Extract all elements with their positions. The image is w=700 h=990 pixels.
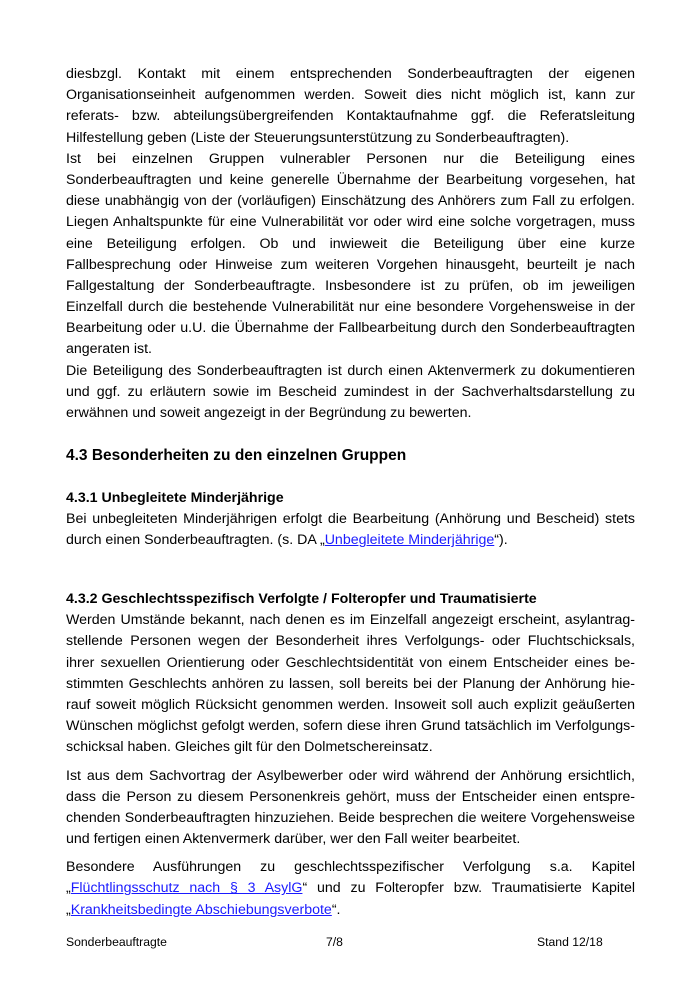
text-line — [66, 878, 635, 899]
text-line: Hilfestellung geben (Liste der Steuerungsunterstützung zu Sonderbeauftragten). — [66, 129, 570, 146]
text-line: eine Beteiligung erfolgen. Ob und inwieweit die Beteiligung über eine kurze — [66, 235, 635, 252]
text-span: durch einen Sonderbeauftragten. (s. DA „ — [66, 532, 325, 549]
text-span: „ — [66, 901, 71, 918]
section-heading-4-3-1: 4.3.1 Unbegleitete Minderjährige — [66, 490, 284, 506]
intro-paragraphs — [66, 64, 635, 424]
text-span: “). — [494, 532, 508, 549]
text-line: Einzelfall durch die bestehende Vulnerabilität nur eine besondere Vorgehensweise in der — [66, 299, 635, 316]
text-line: diese unabhängig von der (vorläufigen) Einschätzung des Anhörers zum Fall zu erfolgen. — [66, 193, 635, 210]
section-4-3-1 — [66, 488, 635, 552]
text-line: Besondere Ausführungen zu geschlechtsspezifischer Verfolgung s.a. Kapitel — [66, 859, 635, 876]
text-line: rauf soweit möglich Rücksicht genommen werden. Insoweit soll auch explizit geäußerten — [66, 696, 635, 713]
text-line: Ist bei einzelnen Gruppen vulnerabler Personen nur die Beteiligung eines — [66, 150, 635, 167]
text-line: Bearbeitung oder u.U. die Übernahme der Fallbearbeitung durch den Sonderbeauftragten — [66, 320, 635, 337]
footer-page-number: 7/8 — [326, 935, 343, 949]
text-line: Bei unbegleiteten Minderjährigen erfolgt die Bearbeitung (Anhörung und Bescheid) stets — [66, 511, 635, 528]
text-line: Sonderbeauftragten und keine generelle Übernahme der Bearbeitung vorgesehen, hat — [66, 171, 635, 188]
text-line: und fertigen einen Aktenvermerk darüber, wer den Fall weiter bearbeitet. — [66, 831, 521, 848]
text-line: Werden Umstände bekannt, nach denen es im Einzelfall angezeigt erscheint, asylantrag- — [66, 612, 635, 629]
text-span: “ und zu Folteropfer bzw. Traumatisierte Kapitel — [302, 880, 635, 897]
text-line: stimmten Geschlechts anhören zu lassen, soll bereits bei der Planung der Anhörung hie- — [66, 675, 635, 692]
footer-left: Sonderbeauftragte — [66, 935, 167, 949]
section-heading-4-3: 4.3 Besonderheiten zu den einzelnen Gruppen — [66, 447, 407, 464]
text-line: ihrer sexuellen Orientierung oder Geschlechtsidentität von einem Entscheider eines be- — [66, 654, 635, 671]
text-line: dass die Person zu diesem Personenkreis gehört, muss der Entscheider einen entspre- — [66, 788, 635, 805]
text-line: Fallbesprechung oder Hinweise zum weiteren Vorgehen hinausgeht, beurteilt je nach — [66, 256, 635, 273]
text-span: “. — [331, 901, 341, 918]
text-line — [66, 900, 635, 921]
link-fluechtlingsschutz[interactable]: Flüchtlingsschutz nach § 3 AsylG — [70, 880, 303, 897]
text-line: chenden Sonderbeauftragten hinzuziehen. Beide besprechen die weitere Vorgehensweise — [66, 809, 635, 826]
text-line: und ggf. zu erläutern sowie im Bescheid zumindest in der Sachverhaltsdarstellung zu — [66, 383, 635, 400]
link-unbegleitete-minderjaehrige[interactable]: Unbegleitete Minderjährige — [324, 532, 495, 549]
text-line: Fallgestaltung der Sonderbeauftragte. Insbesondere ist zu prüfen, ob im jeweiligen — [66, 277, 635, 294]
text-line — [66, 530, 635, 551]
section-heading-4-3-2: 4.3.2 Geschlechtsspezifisch Verfolgte / Folteropfer und Traumatisierte — [66, 591, 537, 607]
text-line: stellende Personen wegen der Besonderheit ihres Verfolgungs- oder Fluchtschicksals, — [66, 633, 635, 650]
text-line: Organisationseinheit aufgenommen werden. Soweit dies nicht möglich ist, kann zur — [66, 87, 635, 104]
text-span: „ — [66, 880, 71, 897]
text-line: angeraten ist. — [66, 341, 152, 358]
link-krankheitsbedingte-abschiebungsverbote[interactable]: Krankheitsbedingte Abschiebungsverbote — [70, 901, 332, 918]
text-line: Liegen Anhaltspunkte für eine Vulnerabilität vor oder wird eine solche vorgetragen, muss — [66, 214, 635, 231]
text-line: referats- bzw. abteilungsübergreifenden Kontaktaufnahme ggf. die Referatsleitung — [66, 108, 635, 125]
text-line: Wünschen möglichst gefolgt werden, sofern diese ihren Grund tatsächlich im Verfolgungs- — [66, 718, 635, 735]
text-line: erwähnen und soweit angezeigt in der Begründung zu bewerten. — [66, 405, 472, 421]
text-line: diesbzgl. Kontakt mit einem entsprechenden Sonderbeauftragten der eigenen — [66, 66, 635, 82]
text-line: Ist aus dem Sachvortrag der Asylbewerber oder wird während der Anhörung ersichtlich, — [66, 767, 635, 784]
text-line: Die Beteiligung des Sonderbeauftragten ist durch einen Aktenvermerk zu dokumentieren — [66, 362, 635, 379]
text-line: schicksal haben. Gleiches gilt für den Dolmetschereinsatz. — [66, 739, 433, 756]
section-4-3-2 — [66, 589, 635, 921]
footer-right: Stand 12/18 — [537, 935, 603, 949]
